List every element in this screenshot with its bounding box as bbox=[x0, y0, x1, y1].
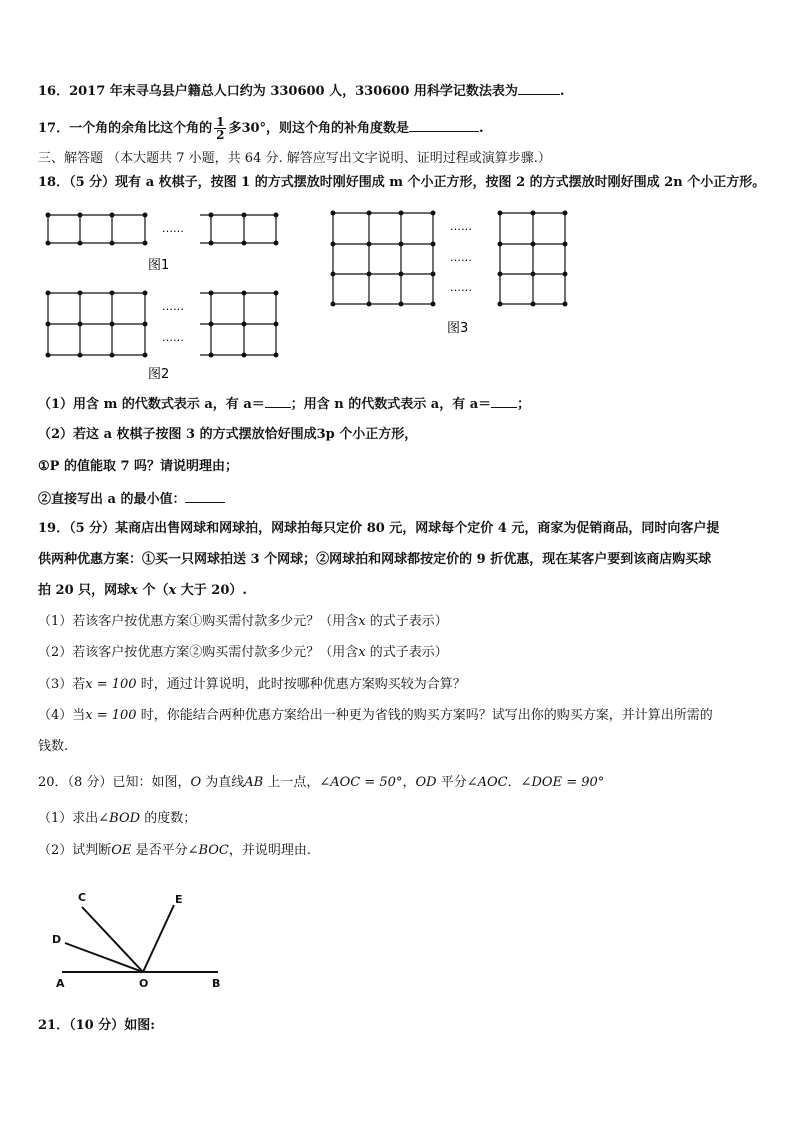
q18-title: 18．（5 分）现有 a 枚棋子，按图 1 的方式摆放时刚好围成 m 个小正方形，按图 2 的方式摆放时刚好围成 2n 个小正方形。 bbox=[38, 175, 766, 190]
q19-line-2: 供两种优惠方案：①买一只网球拍送 3 个网球；②网球拍和网球都按定价的 9 折优惠，现在某客户要到该商店购买球 bbox=[38, 552, 712, 567]
q18-blank-n bbox=[491, 395, 517, 408]
fraction-one-half: $\frac{1}{2}$ bbox=[216, 115, 225, 142]
section-3-heading: 三、解答题 （本大题共 7 小题，共 64 分. 解答应写出文字说明、证明过程或演算步骤.） bbox=[38, 151, 551, 166]
q17-answer-blank bbox=[409, 119, 479, 132]
fig1-caption: 图1 bbox=[148, 258, 170, 273]
q19-part-4: （4）当x = 100 时，你能结合两种优惠方案给出一种更为省钱的购买方案吗？试写出你的购买方案，并计算出所需的 bbox=[38, 708, 713, 723]
q19-part-2: （2）若该客户按优惠方案②购买需付款多少元？（用含x 的式子表示） bbox=[38, 645, 448, 660]
label-e: E bbox=[175, 893, 183, 906]
q19-line-1: 19．（5 分）某商店出售网球和网球拍，网球拍每只定价 80 元，网球每个定价 4 元，商家为促销商品，同时向客户提 bbox=[38, 521, 720, 536]
label-b: B bbox=[212, 977, 221, 990]
q18-part-1: （1）用含 m 的代数式表示 a，有 a＝ ；用含 n 的代数式表示 a，有 a＝ ； bbox=[38, 397, 531, 412]
ray-oe bbox=[143, 905, 174, 972]
q21-title: 21．（10 分）如图: bbox=[38, 1018, 156, 1033]
q18-part-2: （2）若这 a 枚棋子按图 3 的方式摆放恰好围成3p 个小正方形， bbox=[38, 427, 418, 442]
q18-blank-m bbox=[265, 395, 291, 408]
q18-part-2-ii: ②直接写出 a 的最小值： bbox=[38, 490, 225, 509]
q18-blank-min-a bbox=[185, 490, 225, 503]
label-d: D bbox=[52, 933, 62, 946]
q19-part-4-cont: 钱数. bbox=[38, 739, 69, 754]
q19-line-3: 拍 20 只，网球x 个（x 大于 20）. bbox=[38, 583, 247, 598]
fig3-ellipsis-3: …… bbox=[450, 281, 472, 294]
q16-answer-blank bbox=[518, 82, 560, 95]
q18-figures bbox=[0, 195, 794, 385]
q20-part-1: （1）求出∠BOD 的度数； bbox=[38, 811, 197, 826]
fig1-ellipsis: …… bbox=[162, 222, 184, 235]
q20-part-2: （2）试判断OE 是否平分∠BOC，并说明理由. bbox=[38, 843, 312, 858]
q16-text: 16．2017 年末寻乌县户籍总人口约为 330600 人，330600 用科学记数法表为 bbox=[38, 84, 518, 99]
fig3-caption: 图3 bbox=[447, 321, 469, 336]
ray-od bbox=[65, 943, 143, 972]
fig2-ellipsis-1: …… bbox=[162, 300, 184, 313]
fig2-ellipsis-2: …… bbox=[162, 331, 184, 344]
question-17: 17．一个角的余角比这个角的 $\frac{1}{2}$ 多30°，则这个角的补角度数是 . bbox=[38, 115, 484, 142]
fig3-ellipsis-1: …… bbox=[450, 220, 472, 233]
label-a: A bbox=[56, 977, 65, 990]
q19-part-1: （1）若该客户按优惠方案①购买需付款多少元？（用含x 的式子表示） bbox=[38, 614, 448, 629]
ray-oc bbox=[82, 907, 143, 972]
question-16: 16．2017 年末寻乌县户籍总人口约为 330600 人，330600 用科学记数法表为 . bbox=[38, 84, 565, 99]
q20-statement: 20．（8 分）已知：如图，O 为直线AB 上一点，∠AOC = 50°，OD 平分∠AOC．∠DOE = 90° bbox=[38, 775, 605, 790]
label-o: O bbox=[139, 977, 149, 990]
q19-part-3: （3）若x = 100 时，通过计算说明，此时按哪种优惠方案购买较为合算？ bbox=[38, 677, 466, 692]
fig3-ellipsis-2: …… bbox=[450, 251, 472, 264]
label-c: C bbox=[78, 891, 87, 904]
q20-angle-figure bbox=[40, 885, 240, 995]
figure-3-dots bbox=[331, 211, 568, 307]
q18-part-2-i: ①P 的值能取 7 吗？请说明理由； bbox=[38, 459, 239, 474]
fig2-caption: 图2 bbox=[148, 367, 170, 382]
figure-3-grid bbox=[333, 213, 565, 304]
